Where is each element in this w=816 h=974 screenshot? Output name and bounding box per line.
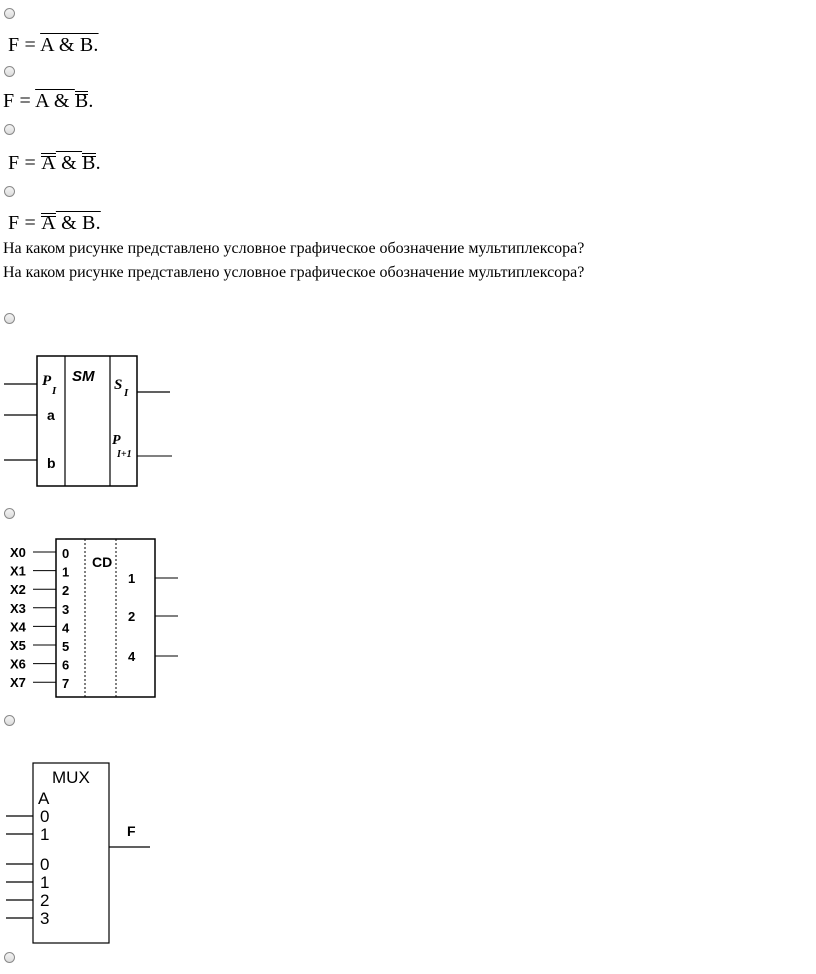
- formula-option-3: F = A & B.: [8, 152, 101, 174]
- mux-address-number: 0: [40, 807, 50, 826]
- coder-input-label: X6: [10, 656, 26, 672]
- adder-diagram: [0, 352, 180, 492]
- coder-input-label: X1: [10, 563, 26, 579]
- coder-input-number: 5: [62, 639, 70, 654]
- mux-data-number: 3: [40, 909, 50, 928]
- coder-input-label: X7: [10, 675, 26, 691]
- answer-radio-2[interactable]: [4, 66, 15, 77]
- formula-option-1: F = A & B.: [8, 34, 99, 56]
- coder-input-number: 6: [62, 657, 70, 673]
- coder-output-number: 4: [128, 649, 136, 664]
- mux-data-number: 1: [40, 873, 50, 892]
- adder-output-p-sub: I+1: [117, 449, 132, 460]
- coder-input-label: X2: [10, 582, 26, 598]
- image-option-radio-3[interactable]: [4, 715, 15, 726]
- adder-output-s: S: [114, 377, 123, 393]
- adder-input-p: P: [42, 373, 52, 389]
- formula-option-4: F = A & B.: [8, 212, 101, 234]
- mux-title: MUX: [52, 768, 90, 787]
- coder-input-label: X5: [10, 638, 26, 653]
- coder-input-number: 1: [62, 564, 70, 580]
- adder-input-a: a: [47, 407, 55, 423]
- answer-radio-4[interactable]: [4, 186, 15, 197]
- mux-address-label: A: [38, 789, 50, 808]
- image-option-radio-1[interactable]: [4, 313, 15, 324]
- question-text-repeat: На каком рисунке представлено условное графическое обозначение мультиплексора?: [3, 264, 585, 281]
- mux-data-number: 0: [40, 855, 50, 874]
- mux-diagram: [0, 760, 170, 950]
- coder-input-label: X0: [10, 545, 26, 560]
- adder-title: SM: [72, 368, 95, 385]
- coder-input-number: 4: [62, 620, 70, 636]
- answer-radio-1[interactable]: [4, 8, 15, 19]
- adder-input-p-sub: I: [52, 385, 57, 397]
- mux-address-number: 1: [40, 825, 50, 844]
- mux-output-label: F: [127, 823, 136, 839]
- image-option-radio-2[interactable]: [4, 508, 15, 519]
- coder-input-number: 3: [62, 601, 70, 617]
- mux-data-number: 2: [40, 891, 50, 910]
- coder-input-number: 0: [62, 546, 70, 561]
- adder-output-p: P: [112, 433, 121, 448]
- formula-option-2: F = A & B.: [3, 90, 94, 112]
- coder-title: CD: [92, 554, 113, 570]
- coder-input-number: 7: [62, 676, 70, 692]
- formula-overlined-expression: A & B.: [40, 34, 99, 56]
- coder-input-label: X3: [10, 600, 26, 616]
- coder-output-number: 1: [128, 571, 136, 586]
- coder-input-number: 2: [62, 583, 70, 599]
- adder-output-s-sub: I: [124, 387, 129, 399]
- coder-input-label: X4: [10, 619, 26, 635]
- question-text: На каком рисунке представлено условное графическое обозначение мультиплексора?: [3, 240, 585, 257]
- coder-diagram: [0, 534, 190, 704]
- adder-input-b: b: [47, 455, 56, 471]
- image-option-radio-4[interactable]: [4, 952, 15, 963]
- answer-radio-3[interactable]: [4, 124, 15, 135]
- coder-output-number: 2: [128, 609, 136, 624]
